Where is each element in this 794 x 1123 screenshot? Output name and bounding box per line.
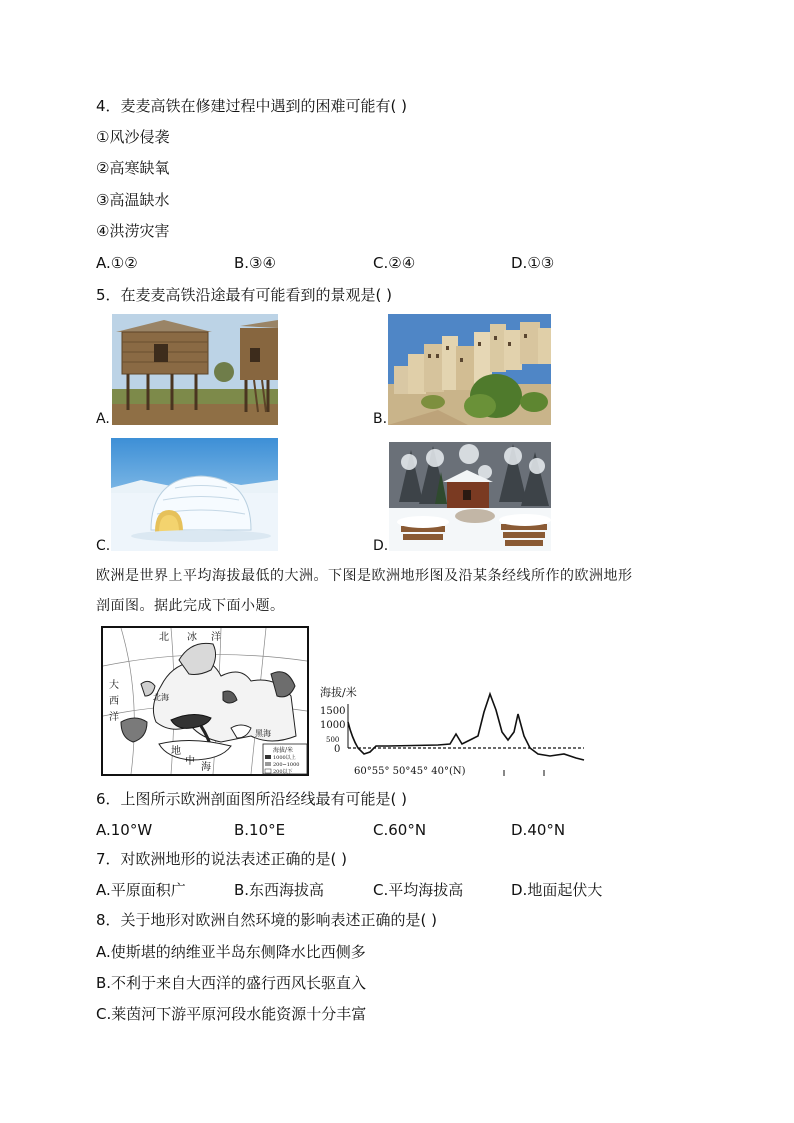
stilt-house-image <box>112 314 278 425</box>
q4-option-c: C.②④ <box>373 254 416 272</box>
map-label-hai: 海 <box>201 762 211 773</box>
map-label-da: 大 <box>109 680 119 691</box>
q7-option-c: C.平均海拔高 <box>373 881 464 899</box>
igloo-image <box>111 438 278 551</box>
profile-ytick-1500: 1500 <box>320 706 346 717</box>
q5-label-a: A. <box>96 411 110 427</box>
q7-option-a: A.平原面积广 <box>96 881 186 899</box>
map-label-di: 地 <box>171 746 181 757</box>
profile-terrain-line <box>348 694 584 760</box>
europe-topographic-map <box>101 626 309 776</box>
map-label-black-sea: 黑海 <box>255 729 271 738</box>
q6-option-b: B.10°E <box>234 821 286 839</box>
profile-ytick-0: 0 <box>334 744 341 755</box>
map-label-yang2: 洋 <box>109 712 119 723</box>
profile-ytick-500: 500 <box>326 736 340 744</box>
q6-stem: 6．上图所示欧洲剖面图所沿经线最有可能是( ) <box>96 790 408 808</box>
map-label-xi: 西 <box>109 696 119 707</box>
map-label-north-sea: 北海 <box>153 693 169 702</box>
map-label-bing: 冰 <box>187 632 197 643</box>
q5-label-b: B. <box>373 411 388 427</box>
q4-stem: 4．麦麦高铁在修建过程中遇到的困难可能有( ) <box>96 97 408 115</box>
profile-xlabel: 60°55° 50°45° 40°(N) <box>354 766 466 777</box>
profile-ytick-1000: 1000 <box>320 720 346 731</box>
europe-elevation-profile <box>318 682 594 778</box>
q4-item-2: ②高寒缺氧 <box>96 159 170 177</box>
q6-option-a: A.10°W <box>96 821 153 839</box>
map-legend-mid: 200~1000 <box>273 762 300 768</box>
q8-option-b: B.不利于来自大西洋的盛行西风长驱直入 <box>96 974 367 992</box>
q5-stem: 5．在麦麦高铁沿途最有可能看到的景观是( ) <box>96 286 393 304</box>
q4-option-a: A.①② <box>96 254 138 272</box>
q8-option-c: C.莱茵河下游平原河段水能资源十分丰富 <box>96 1005 367 1023</box>
map-label-bei: 北 <box>159 632 169 643</box>
q4-item-1: ①风沙侵袭 <box>96 128 170 146</box>
q4-item-3: ③高温缺水 <box>96 191 170 209</box>
map-label-yang: 洋 <box>211 632 221 643</box>
intro-line-1: 欧洲是世界上平均海拔最低的大洲。下图是欧洲地形图及沿某条经线所作的欧洲地形 <box>96 568 633 584</box>
q7-option-d: D.地面起伏大 <box>511 881 603 899</box>
q4-option-d: D.①③ <box>511 254 555 272</box>
q7-option-b: B.东西海拔高 <box>234 881 325 899</box>
map-legend-low: 200以下 <box>273 769 293 775</box>
q5-label-d: D. <box>373 538 389 554</box>
q7-stem: 7．对欧洲地形的说法表述正确的是( ) <box>96 850 348 868</box>
intro-line-2: 剖面图。据此完成下面小题。 <box>96 598 285 614</box>
q8-option-a: A.使斯堪的纳维亚半岛东侧降水比西侧多 <box>96 943 366 961</box>
q5-label-c: C. <box>96 538 111 554</box>
profile-ylabel: 海拔/米 <box>320 686 357 699</box>
desert-mudbrick-towers-image <box>388 314 551 425</box>
q4-item-4: ④洪涝灾害 <box>96 222 170 240</box>
q6-option-c: C.60°N <box>373 821 427 839</box>
q6-option-d: D.40°N <box>511 821 566 839</box>
map-label-zhong: 中 <box>185 756 195 767</box>
map-legend-title: 海拔/米 <box>273 747 294 754</box>
q4-option-b: B.③④ <box>234 254 276 272</box>
q8-stem: 8．关于地形对欧洲自然环境的影响表述正确的是( ) <box>96 911 438 929</box>
snowy-forest-cabin-image <box>389 442 551 551</box>
map-legend-high: 1000以上 <box>273 755 296 761</box>
